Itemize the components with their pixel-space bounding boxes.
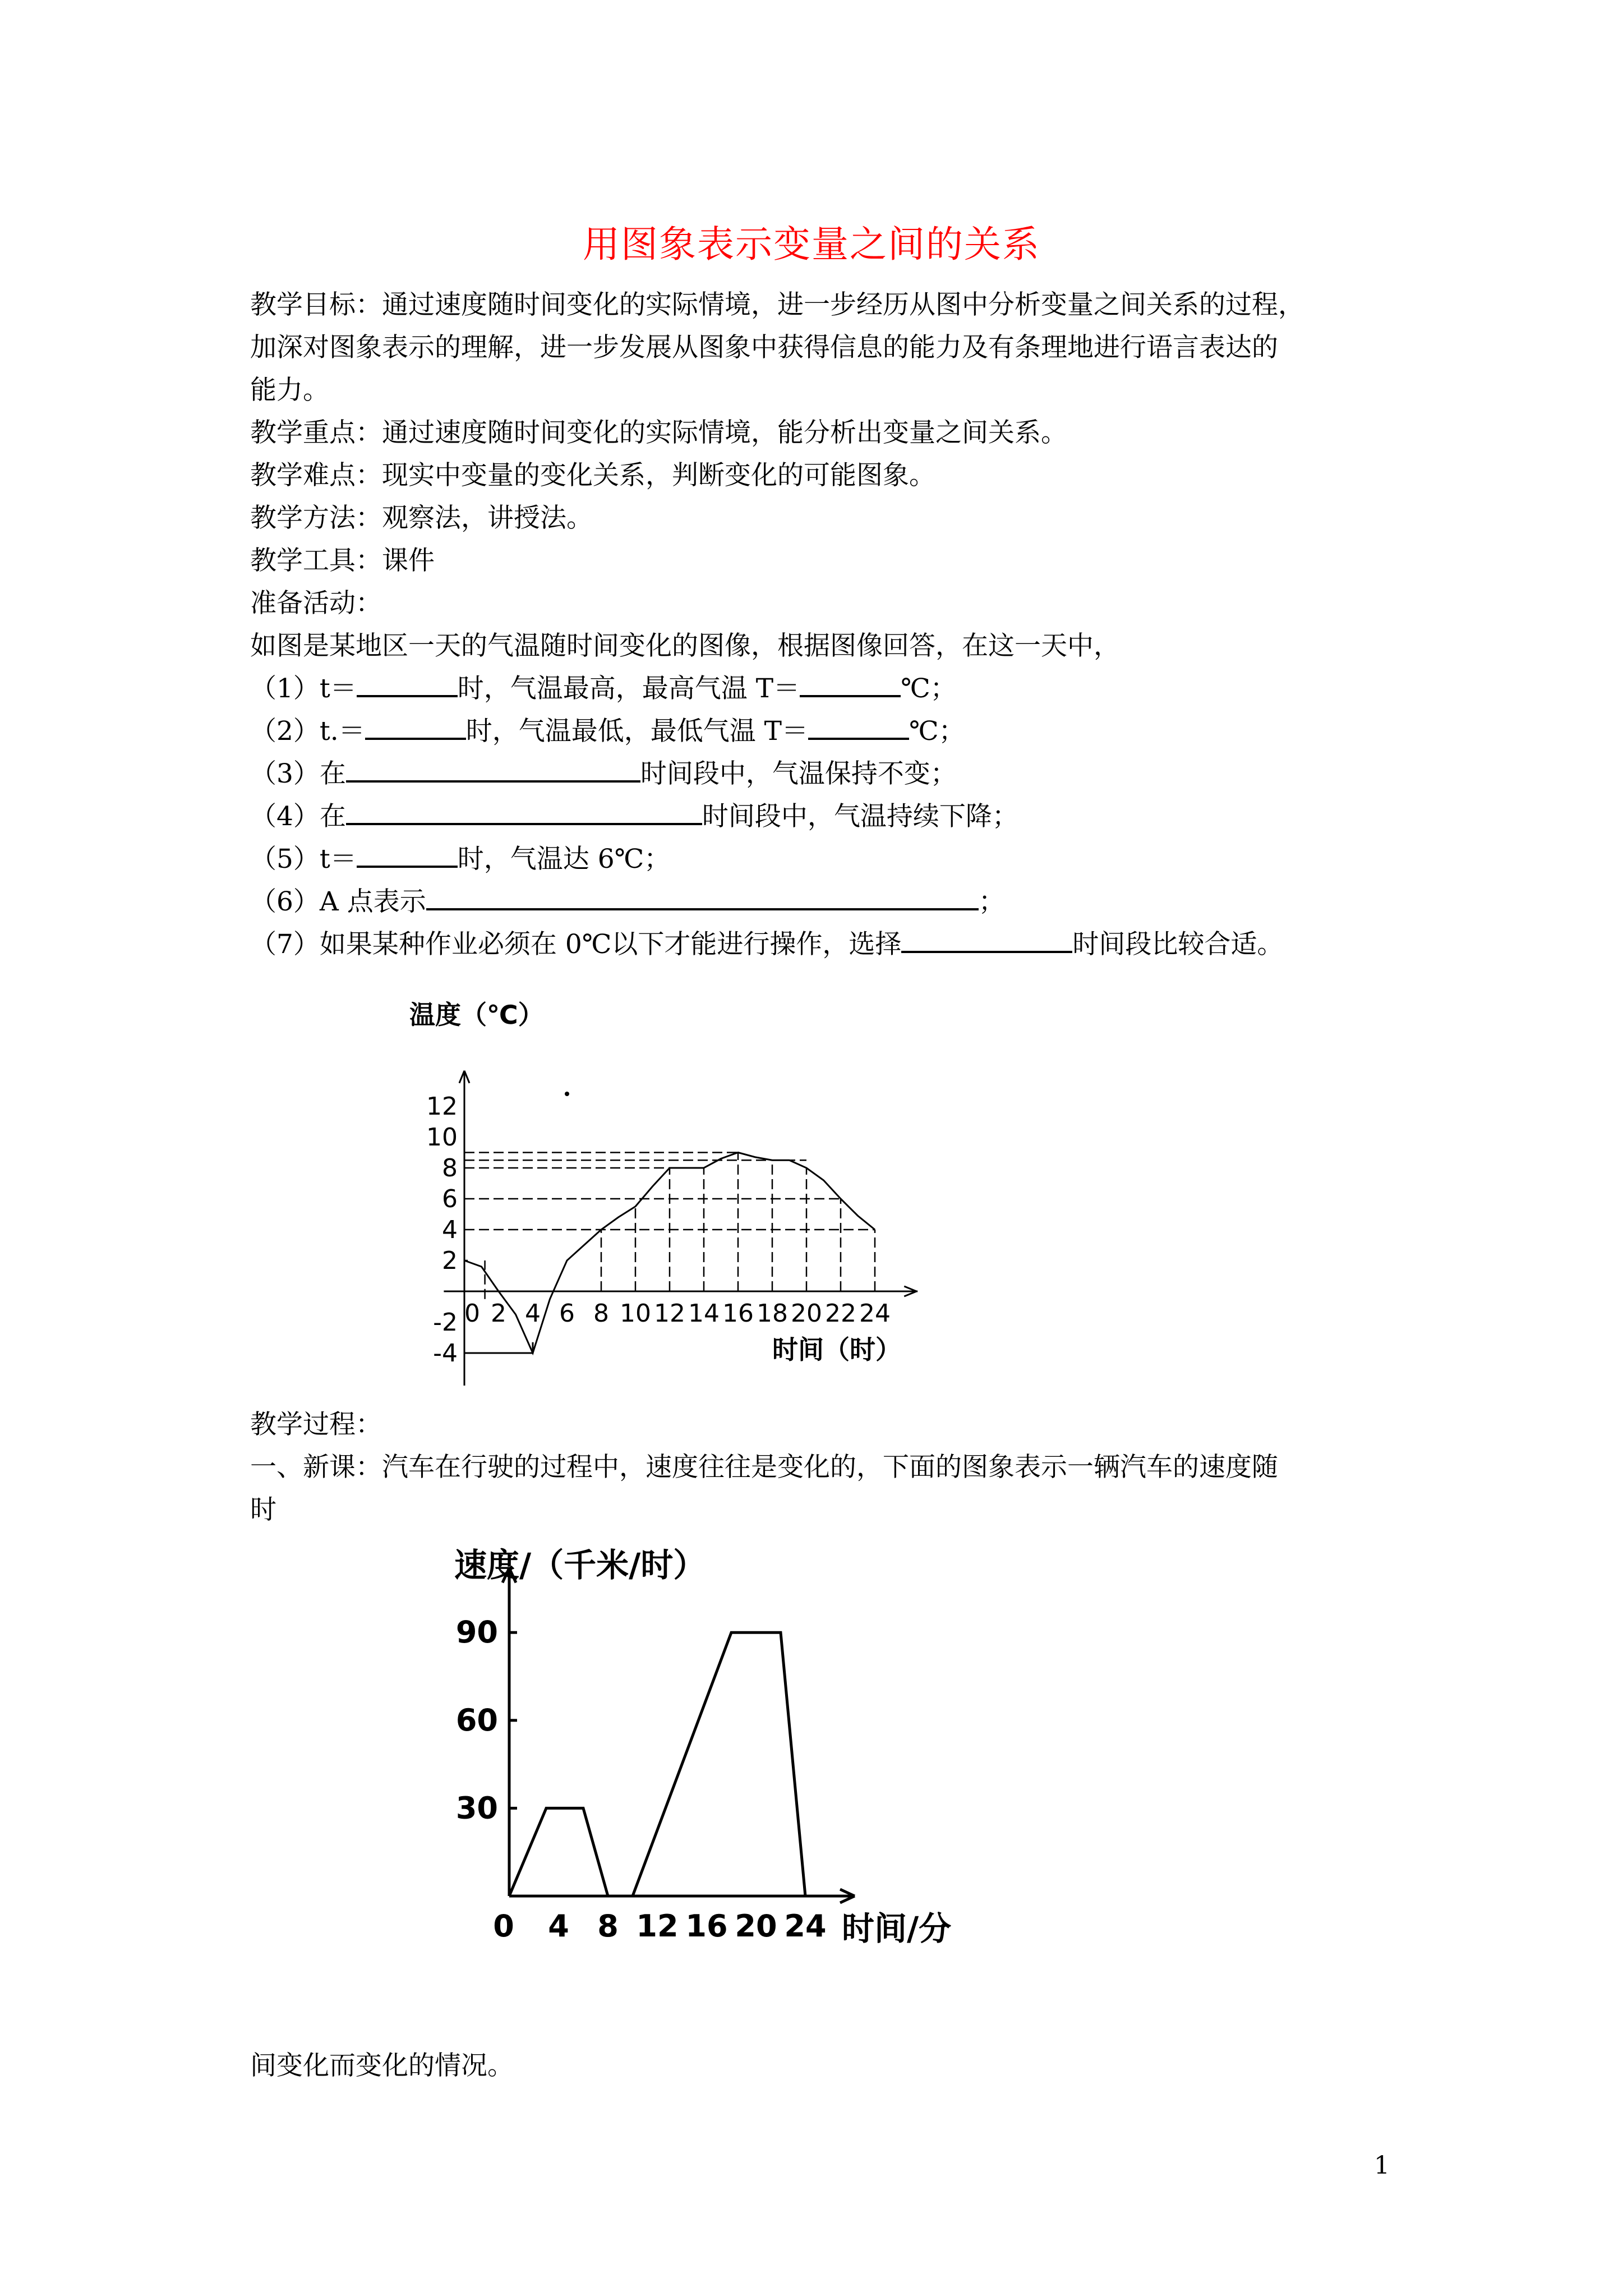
y-tick-label: 2 (442, 1246, 458, 1275)
temperature-chart (393, 993, 1122, 1386)
y-axis-label: 速度/（千米/时） (454, 1546, 706, 1584)
q2-middle: 时，气温最低，最低气温 T＝ (465, 716, 809, 747)
dot-mark (565, 1092, 569, 1096)
x-tick-label: 18 (757, 1299, 788, 1328)
goals-line-2: 加深对图象表示的理解，进一步发展从图象中获得信息的能力及有条理地进行语言表达的 (250, 332, 1278, 363)
answer-blank[interactable] (357, 841, 458, 868)
answer-blank[interactable] (901, 926, 1072, 953)
q1-prefix: （1）t＝ (250, 673, 357, 704)
y-tick-label: 30 (455, 1790, 498, 1826)
answer-blank[interactable] (426, 884, 979, 910)
x-tick-label: 24 (859, 1299, 891, 1328)
process-heading: 教学过程： (250, 1409, 382, 1440)
y-axis-label: 温度（℃） (409, 1000, 544, 1030)
x-tick-label: 24 (784, 1908, 827, 1944)
y-tick-label: 12 (426, 1092, 458, 1121)
x-tick-label: 0 (464, 1299, 480, 1328)
method: 教学方法：观察法，讲授法。 (250, 503, 593, 533)
new-lesson-line-1: 一、新课：汽车在行驶的过程中，速度往往是变化的，下面的图象表示一辆汽车的速度随 (250, 1452, 1278, 1483)
answer-blank[interactable] (800, 670, 901, 697)
x-tick-label: 0 (493, 1908, 514, 1944)
y-tick-label: 90 (455, 1614, 498, 1650)
x-axis-label: 时间/分 (842, 1910, 952, 1948)
answer-blank[interactable] (346, 798, 702, 825)
x-tick-label: 12 (636, 1908, 679, 1944)
y-tick-label: -4 (433, 1339, 458, 1368)
y-tick-label: 6 (442, 1185, 458, 1213)
difficulty: 教学难点：现实中变量的变化关系，判断变化的可能图象。 (250, 460, 935, 491)
x-tick-label: 16 (685, 1908, 728, 1944)
q5-prefix: （5）t＝ (250, 844, 357, 875)
x-tick-label: 4 (525, 1299, 541, 1328)
q1-suffix: ℃； (901, 673, 957, 704)
question-4 (250, 795, 1018, 833)
y-tick-label: 10 (426, 1123, 458, 1152)
x-tick-label: 10 (620, 1299, 651, 1328)
x-tick-label: 22 (825, 1299, 856, 1328)
y-tick-label: 8 (442, 1154, 458, 1182)
q2-suffix: ℃； (909, 716, 965, 747)
page-title: 用图象表示变量之间的关系 (583, 223, 1040, 266)
x-axis-label: 时间（时） (772, 1335, 901, 1365)
speed-line (509, 1632, 805, 1896)
answer-blank[interactable] (808, 713, 909, 740)
q7-suffix: 时间段比较合适。 (1072, 929, 1284, 960)
answer-blank[interactable] (357, 670, 458, 697)
prep-heading: 准备活动： (250, 588, 382, 619)
x-tick-label: 8 (597, 1908, 619, 1944)
min-temp-line (464, 1342, 533, 1353)
x-tick-label: 14 (688, 1299, 720, 1328)
question-3 (250, 753, 957, 790)
q5-suffix: 时，气温达 6℃； (457, 844, 671, 875)
question-5 (250, 838, 670, 876)
question-2 (250, 710, 965, 748)
answer-blank[interactable] (365, 713, 466, 740)
tools: 教学工具：课件 (250, 545, 435, 576)
q3-prefix: （3）在 (250, 758, 346, 789)
x-tick-label: 16 (722, 1299, 754, 1328)
page-number: 1 (1374, 2151, 1390, 2180)
new-lesson-line-2: 时 (250, 1494, 276, 1525)
q2-prefix: （2）t.＝ (250, 716, 365, 747)
q4-prefix: （4）在 (250, 801, 346, 832)
goals-line-1: 教学目标：通过速度随时间变化的实际情境，进一步经历从图中分析变量之间关系的过程， (250, 289, 1304, 320)
y-tick-label: -2 (433, 1308, 458, 1337)
q4-suffix: 时间段中，气温持续下降； (702, 801, 1018, 832)
q6-suffix: ； (978, 886, 1005, 917)
q1-middle: 时，气温最高，最高气温 T＝ (457, 673, 800, 704)
x-tick-label: 20 (735, 1908, 777, 1944)
question-6 (250, 881, 1005, 918)
x-tick-label: 12 (654, 1299, 685, 1328)
speed-chart (426, 1537, 1099, 1963)
x-tick-label: 2 (491, 1299, 506, 1328)
answer-blank[interactable] (346, 756, 640, 783)
x-tick-label: 20 (791, 1299, 822, 1328)
question-7 (250, 923, 1283, 961)
x-tick-label: 8 (593, 1299, 609, 1328)
new-lesson-line-3: 间变化而变化的情况。 (250, 2050, 514, 2081)
q6-prefix: （6）A 点表示 (250, 886, 426, 917)
x-tick-label: 4 (548, 1908, 569, 1944)
key-point: 教学重点：通过速度随时间变化的实际情境，能分析出变量之间关系。 (250, 417, 1067, 448)
question-1 (250, 668, 957, 705)
goals-line-3: 能力。 (250, 375, 329, 406)
y-tick-label: 60 (455, 1702, 498, 1738)
q7-prefix: （7）如果某种作业必须在 0℃以下才能进行操作，选择 (250, 929, 902, 960)
q3-suffix: 时间段中，气温保持不变； (640, 758, 957, 789)
y-tick-label: 4 (442, 1216, 458, 1244)
intro: 如图是某地区一天的气温随时间变化的图像，根据图像回答，在这一天中， (250, 631, 1120, 661)
x-tick-label: 6 (559, 1299, 575, 1328)
